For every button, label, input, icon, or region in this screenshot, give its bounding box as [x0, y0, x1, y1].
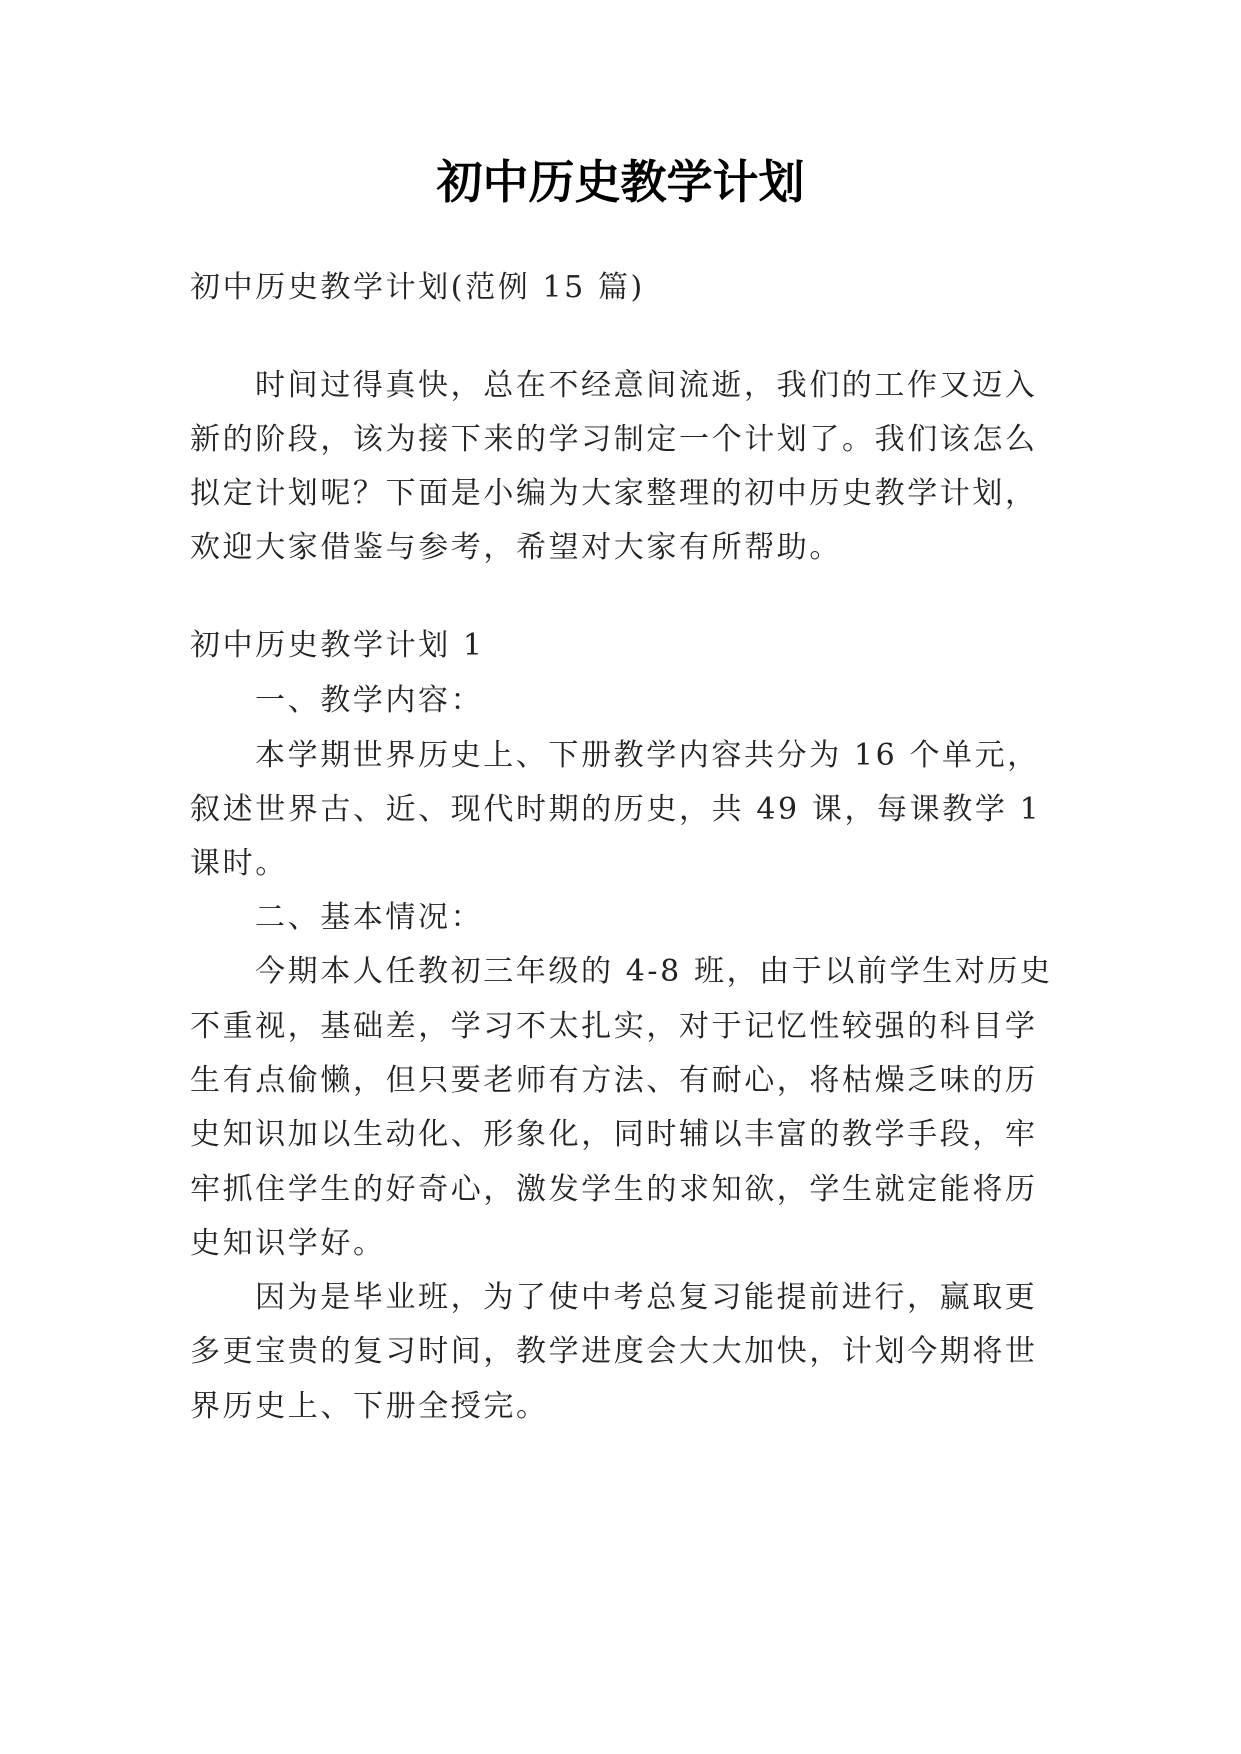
situation-line-1: 今期本人任教初三年级的 4-8 班，由于以前学生对历史	[255, 954, 1053, 989]
intro-line-1: 时间过得真快，总在不经意间流逝，我们的工作又迈入	[255, 368, 1038, 403]
content-line-2: 叙述世界古、近、现代时期的历史，共 49 课，每课教学 1	[190, 792, 1042, 827]
situation-line-4: 史知识加以生动化、形象化，同时辅以丰富的教学手段，牢	[190, 1117, 1038, 1152]
content-line-1: 本学期世界历史上、下册教学内容共分为 16 个单元，	[255, 738, 1040, 773]
situation-line-6: 史知识学好。	[190, 1226, 386, 1261]
graduation-line-1: 因为是毕业班，为了使中考总复习能提前进行，赢取更	[255, 1280, 1038, 1315]
situation-line-3: 生有点偷懒，但只要老师有方法、有耐心，将枯燥乏味的历	[190, 1063, 1038, 1098]
document-subtitle: 初中历史教学计划(范例 15 篇)	[190, 270, 645, 305]
graduation-line-2: 多更宝贵的复习时间，教学进度会大大加快，计划今期将世	[190, 1334, 1038, 1369]
section-title: 初中历史教学计划 1	[190, 628, 485, 663]
document-title: 初中历史教学计划	[436, 155, 805, 209]
heading-basic-situation: 二、基本情况：	[255, 900, 484, 935]
graduation-line-3: 界历史上、下册全授完。	[190, 1389, 549, 1424]
content-line-3: 课时。	[190, 846, 288, 881]
intro-line-4: 欢迎大家借鉴与参考，希望对大家有所帮助。	[190, 530, 842, 565]
heading-teaching-content: 一、教学内容：	[255, 683, 484, 718]
intro-line-3: 拟定计划呢？下面是小编为大家整理的初中历史教学计划，	[190, 476, 1038, 511]
situation-line-5: 牢抓住学生的好奇心，激发学生的求知欲，学生就定能将历	[190, 1172, 1038, 1207]
situation-line-2: 不重视，基础差，学习不太扎实，对于记忆性较强的科目学	[190, 1009, 1038, 1044]
intro-line-2: 新的阶段，该为接下来的学习制定一个计划了。我们该怎么	[190, 422, 1038, 457]
